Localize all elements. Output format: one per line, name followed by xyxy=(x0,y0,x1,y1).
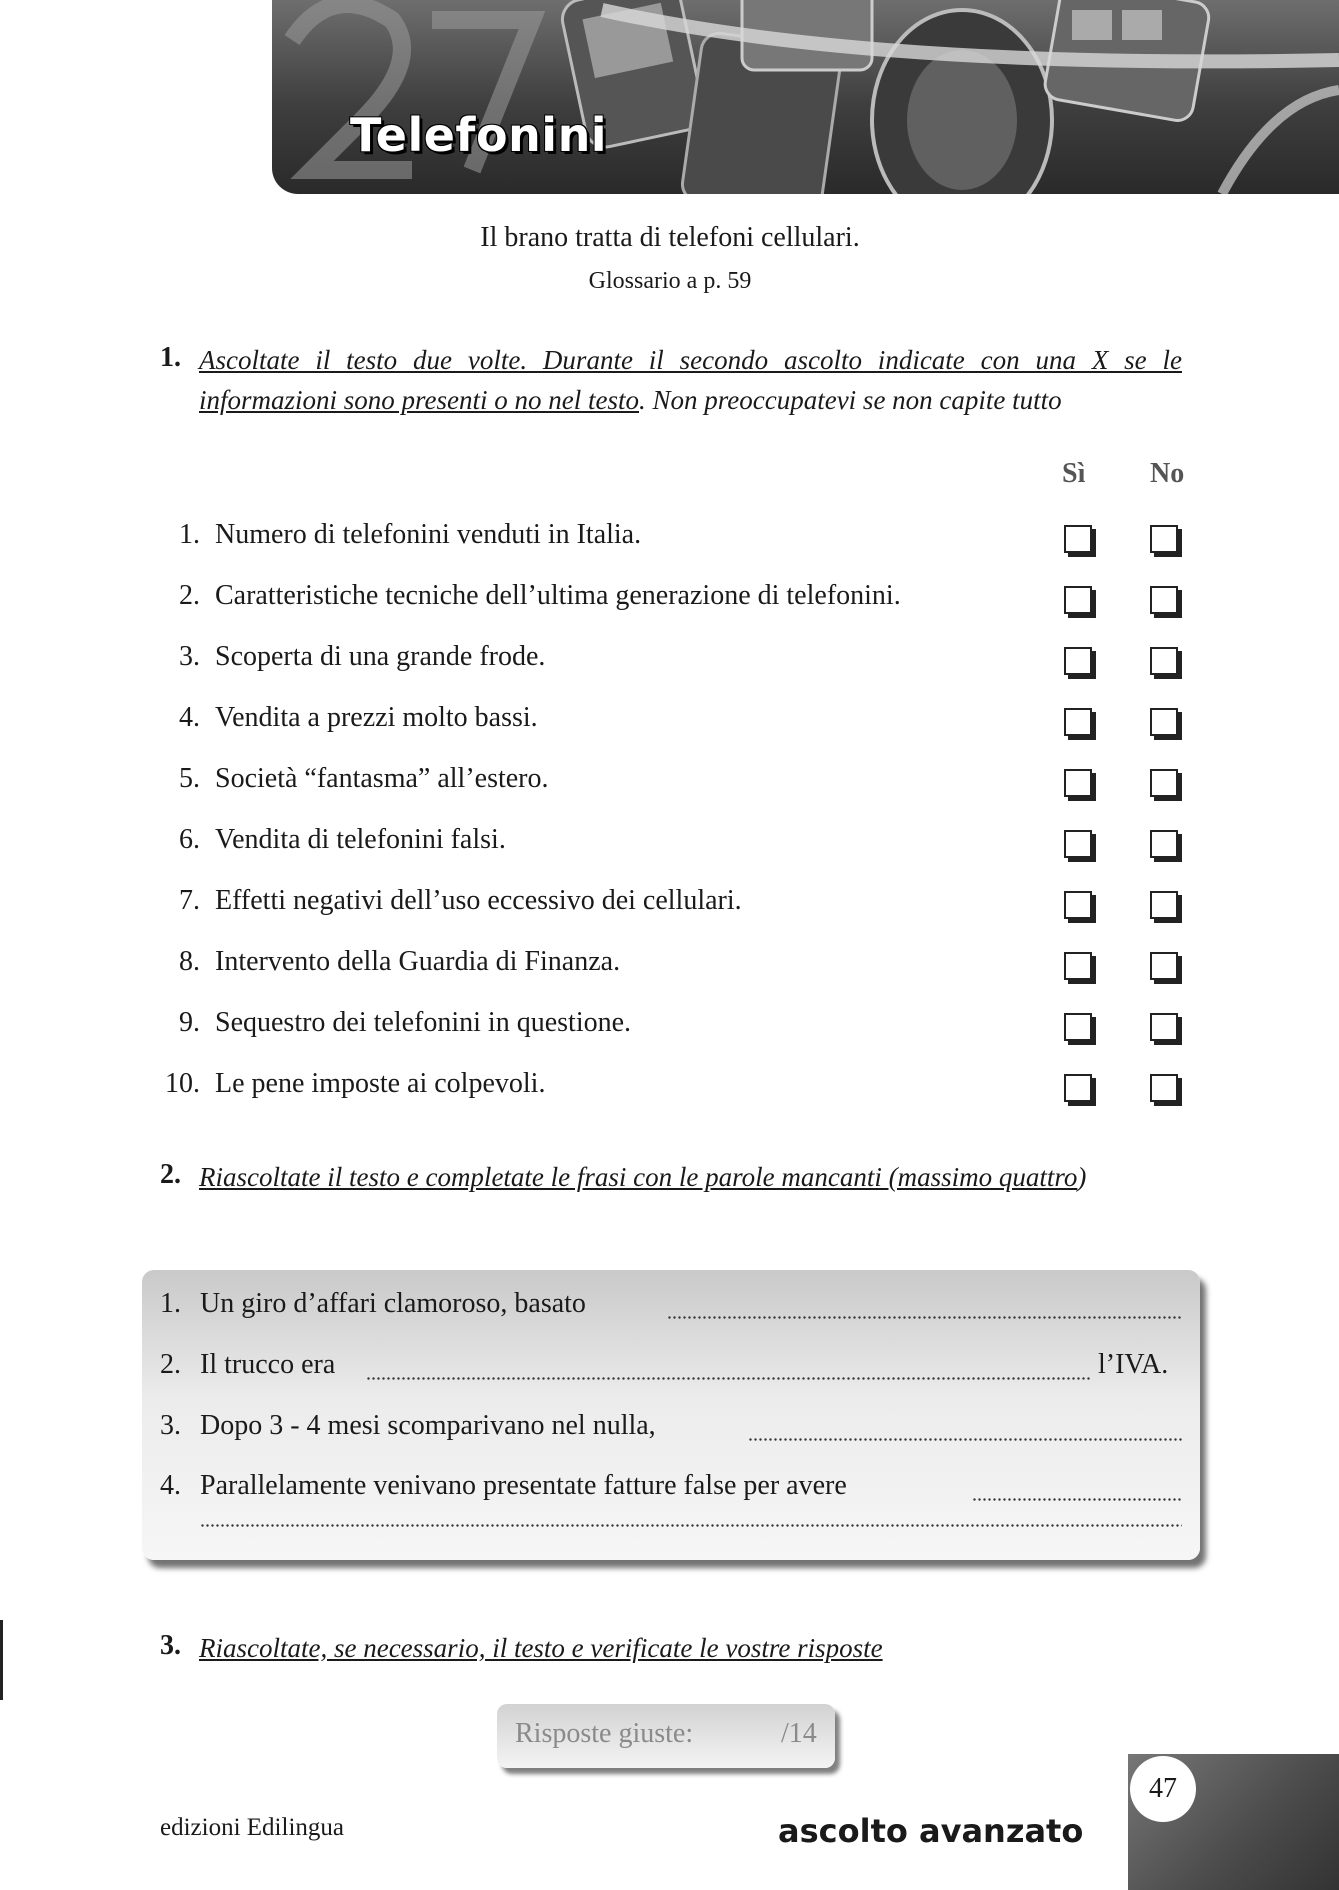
chapter-banner xyxy=(272,0,1339,194)
statement-text: Vendita a prezzi molto bassi. xyxy=(215,702,538,733)
exercise-2-instruction xyxy=(199,1157,1182,1197)
statement-text: Vendita di telefonini falsi. xyxy=(215,824,506,855)
sentence-number: 4. xyxy=(160,1470,181,1501)
checkbox-no[interactable] xyxy=(1150,525,1178,553)
statement-row xyxy=(0,763,1339,803)
checkbox-no[interactable] xyxy=(1150,1074,1178,1102)
answer-blank[interactable] xyxy=(366,1377,1091,1380)
checkbox-no[interactable] xyxy=(1150,1013,1178,1041)
sentence-ending: l’IVA. xyxy=(1098,1349,1169,1380)
sentence-text: Parallelamente venivano presentate fatture false per avere xyxy=(200,1470,847,1501)
section-name: ascolto avanzato xyxy=(778,1812,1084,1850)
statement-row xyxy=(0,885,1339,925)
statement-text: Effetti negativi dell’uso eccessivo dei cellulari. xyxy=(215,885,742,916)
statement-text: Caratteristiche tecniche dell’ultima generazione di telefonini. xyxy=(215,580,901,611)
publisher-name: edizioni Edilingua xyxy=(160,1814,344,1841)
exercise-1-instruction-rest: . Non preoccupatevi se non capite tutto xyxy=(639,385,1062,415)
sentence-text: Dopo 3 - 4 mesi scomparivano nel nulla, xyxy=(200,1410,656,1441)
statement-row xyxy=(0,824,1339,864)
score-box xyxy=(497,1704,835,1768)
statement-number: 9. xyxy=(179,1007,200,1038)
column-header-no: No xyxy=(1150,458,1185,489)
answer-blank[interactable] xyxy=(972,1498,1182,1501)
exercise-2-instruction-rest: ) xyxy=(1077,1162,1087,1192)
checkbox-si[interactable] xyxy=(1064,952,1092,980)
score-label: Risposte giuste: xyxy=(515,1718,694,1749)
page-number: 47 xyxy=(1130,1756,1196,1822)
statement-number: 7. xyxy=(179,885,200,916)
glossary-reference: Glossario a p. 59 xyxy=(588,268,752,294)
statement-number: 5. xyxy=(179,763,200,794)
intro-text: Il brano tratta di telefoni cellulari. xyxy=(480,222,860,253)
exercise-1-instruction-underlined: Ascoltate il testo due volte. Durante il secondo ascolto indicate con una X se le informazioni sono presenti o no nel testo xyxy=(199,345,1182,415)
column-header-si: Sì xyxy=(1062,458,1086,489)
statement-row xyxy=(0,946,1339,986)
checkbox-si[interactable] xyxy=(1064,647,1092,675)
sentence-text: Un giro d’affari clamoroso, basato xyxy=(200,1288,586,1319)
exercise-1-number: 1. xyxy=(160,342,181,373)
checkbox-no[interactable] xyxy=(1150,830,1178,858)
statement-row xyxy=(0,1007,1339,1047)
statement-row xyxy=(0,641,1339,681)
page-edge-mark xyxy=(0,1620,3,1700)
exercise-3-number: 3. xyxy=(160,1630,181,1661)
sentence-number: 2. xyxy=(160,1349,181,1380)
checkbox-no[interactable] xyxy=(1150,952,1178,980)
statement-number: 3. xyxy=(179,641,200,672)
statement-row xyxy=(0,1068,1339,1108)
sentence-number: 1. xyxy=(160,1288,181,1319)
checkbox-si[interactable] xyxy=(1064,586,1092,614)
checkbox-no[interactable] xyxy=(1150,647,1178,675)
score-total: /14 xyxy=(781,1718,817,1749)
checkbox-no[interactable] xyxy=(1150,708,1178,736)
exercise-3-instruction-underlined: Riascoltate, se necessario, il testo e verificate le vostre risposte xyxy=(199,1633,883,1663)
statement-number: 4. xyxy=(179,702,200,733)
statement-number: 10. xyxy=(165,1068,200,1099)
statement-number: 6. xyxy=(179,824,200,855)
checkbox-si[interactable] xyxy=(1064,769,1092,797)
sentence-number: 3. xyxy=(160,1410,181,1441)
chapter-title: Telefonini xyxy=(350,108,608,162)
statement-number: 1. xyxy=(179,519,200,550)
answer-blank[interactable] xyxy=(200,1524,1182,1527)
statement-text: Le pene imposte ai colpevoli. xyxy=(215,1068,546,1099)
checkbox-si[interactable] xyxy=(1064,708,1092,736)
statement-text: Sequestro dei telefonini in questione. xyxy=(215,1007,632,1038)
exercise-2-instruction-underlined: Riascoltate il testo e completate le frasi con le parole mancanti (massimo quattro xyxy=(199,1162,1078,1192)
checkbox-si[interactable] xyxy=(1064,1074,1092,1102)
fill-in-box xyxy=(142,1270,1200,1560)
checkbox-si[interactable] xyxy=(1064,525,1092,553)
checkbox-no[interactable] xyxy=(1150,891,1178,919)
statement-number: 2. xyxy=(179,580,200,611)
sentence-text: Il trucco era xyxy=(200,1349,336,1380)
answer-blank[interactable] xyxy=(748,1438,1182,1441)
exercise-3-instruction xyxy=(199,1628,1182,1668)
statement-text: Società “fantasma” all’estero. xyxy=(215,763,549,794)
statement-text: Scoperta di una grande frode. xyxy=(215,641,546,672)
exercise-1-instruction xyxy=(199,340,1182,420)
statement-number: 8. xyxy=(179,946,200,977)
checkbox-si[interactable] xyxy=(1064,891,1092,919)
checkbox-no[interactable] xyxy=(1150,586,1178,614)
banner-photo-collage xyxy=(272,0,1339,194)
answer-blank[interactable] xyxy=(667,1316,1182,1319)
statement-text: Numero di telefonini venduti in Italia. xyxy=(215,519,642,550)
statement-row xyxy=(0,580,1339,620)
statement-row xyxy=(0,519,1339,559)
checkbox-si[interactable] xyxy=(1064,830,1092,858)
exercise-2-number: 2. xyxy=(160,1159,181,1190)
checkbox-no[interactable] xyxy=(1150,769,1178,797)
statement-row xyxy=(0,702,1339,742)
checkbox-si[interactable] xyxy=(1064,1013,1092,1041)
statement-text: Intervento della Guardia di Finanza. xyxy=(215,946,621,977)
